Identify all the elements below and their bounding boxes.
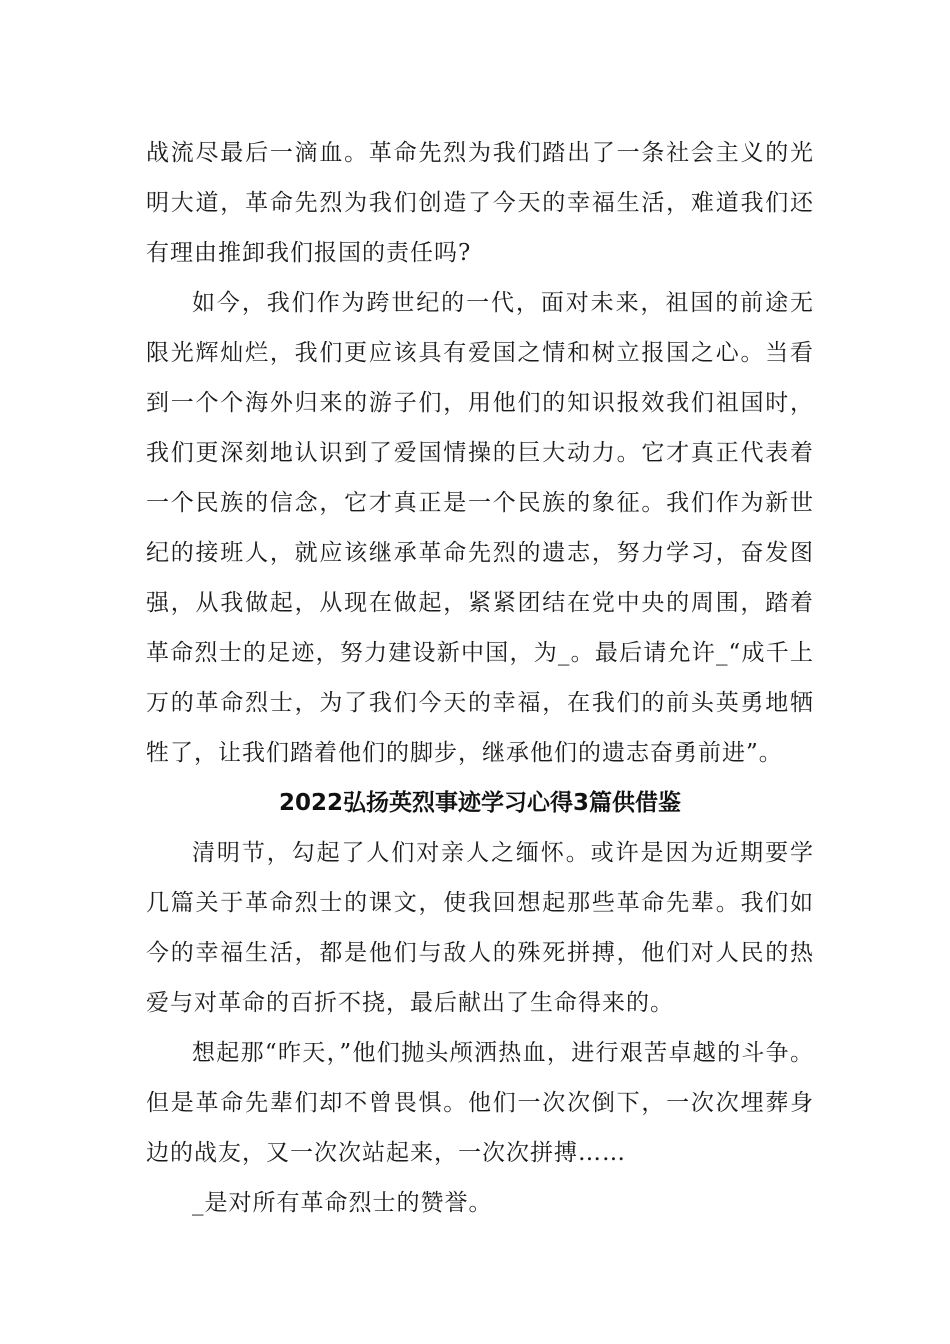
paragraph: 清明节，勾起了人们对亲人之缅怀。或许是因为近期要学几篇关于革命烈士的课文，使我回想起那些革命先辈。我们如今的幸福生活，都是他们与敌人的殊死拼搏，他们对人民的热爱与对革命的百折不挠，最后献出了生命得来的。 <box>146 840 814 1016</box>
paragraph: _是对所有革命烈士的赞誉。 <box>192 1190 493 1216</box>
section-heading: 2022弘扬英烈事迹学习心得3篇供借鉴 <box>278 790 682 816</box>
document-body <box>146 128 814 1228</box>
paragraph: 想起那“昨天，”他们抛头颅洒热血，进行艰苦卓越的斗争。但是革命先辈们却不曾畏惧。他们一次次倒下，一次次埋葬身边的战友，又一次次站起来，一次次拼搏…… <box>146 1040 814 1166</box>
paragraph: 如今，我们作为跨世纪的一代，面对未来，祖国的前途无限光辉灿烂，我们更应该具有爱国之情和树立报国之心。当看到一个个海外归来的游子们，用他们的知识报效我们祖国时，我们更深刻地认识到了爱国情操的巨大动力。它才真正代表着一个民族的信念，它才真正是一个民族的象征。我们作为新世纪的接班人，就应该继承革命先烈的遗志，努力学习，奋发图强，从我做起，从现在做起，紧紧团结在党中央的周围，踏着革命烈士的足迹，努力建设新中国，为_。最后请允许_“成千上万的革命烈士，为了我们今天的幸福，在我们的前头英勇地牺牲了，让我们踏着他们的脚步，继承他们的遗志奋勇前进”。 <box>146 290 814 766</box>
paragraph: 战流尽最后一滴血。革命先烈为我们踏出了一条社会主义的光明大道，革命先烈为我们创造了今天的幸福生活，难道我们还有理由推卸我们报国的责任吗? <box>146 140 814 266</box>
